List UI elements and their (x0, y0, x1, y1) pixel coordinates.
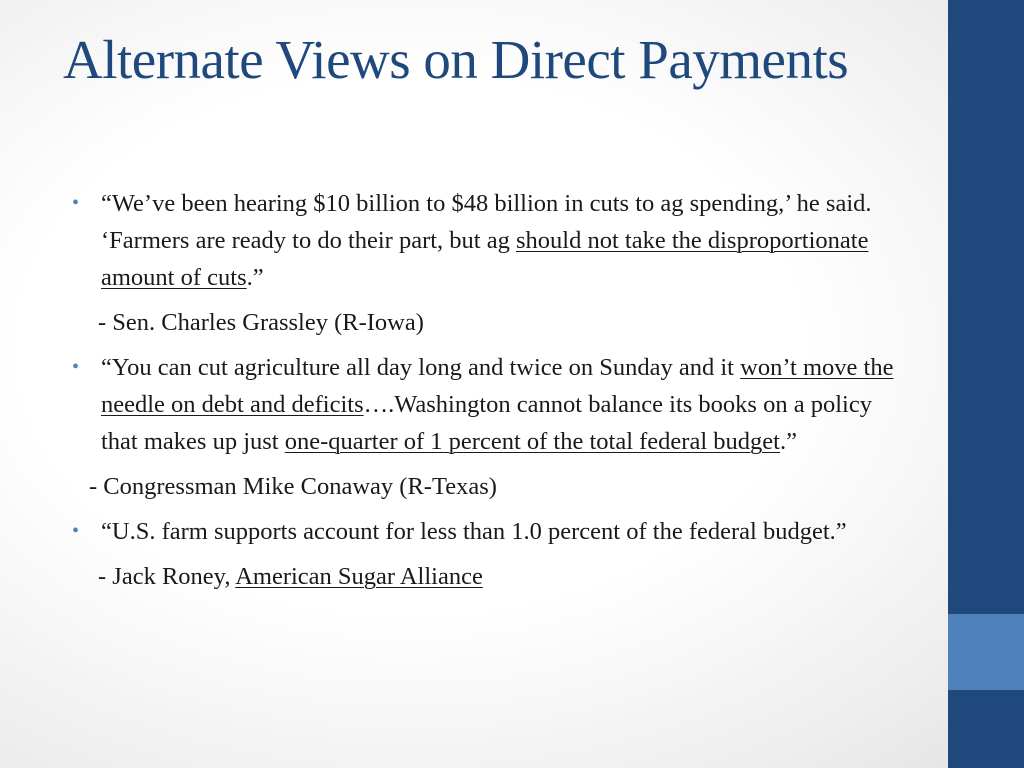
quote-close: .” (246, 264, 264, 291)
quote-conaway (70, 349, 910, 460)
attribution-roney (70, 558, 910, 595)
quote-text: “We’ve been hearing $10 billion to $48 billion in cuts to ag spending,’ he said. ‘Farmers are ready to do their part, but ag (101, 190, 872, 254)
bullet-dot-icon: • (72, 520, 80, 542)
american-sugar-alliance-link[interactable]: American Sugar Alliance (235, 563, 483, 590)
bullet-dot-icon: • (72, 356, 80, 378)
side-accent-block (948, 614, 1024, 690)
quote-emphasis: one-quarter of 1 percent of the total federal budget (284, 428, 780, 455)
quote-roney (70, 513, 910, 550)
attribution-grassley: - Sen. Charles Grassley (R-Iowa) (98, 309, 424, 336)
attribution-prefix: - Jack Roney, (98, 563, 236, 590)
quote-emphasis: won’t move the needle on debt and deficits (101, 354, 894, 418)
quote-text-middle: ….Washington cannot balance its books on a policy that makes up just (101, 391, 872, 455)
slide-title: Alternate Views on Direct Payments (63, 29, 849, 90)
quote-emphasis: should not take the disproportionate amount of cuts (101, 227, 869, 291)
quote-grassley (70, 185, 910, 296)
quote-text: “You can cut agriculture all day long and twice on Sunday and it (101, 354, 741, 381)
bullet-dot-icon: • (72, 192, 80, 214)
attribution-conaway: - Congressman Mike Conaway (R-Texas) (89, 473, 497, 500)
quote-close: .” (779, 428, 797, 455)
slide-body (70, 185, 910, 603)
quote-text: “U.S. farm supports account for less than 1.0 percent of the federal budget.” (101, 518, 847, 545)
